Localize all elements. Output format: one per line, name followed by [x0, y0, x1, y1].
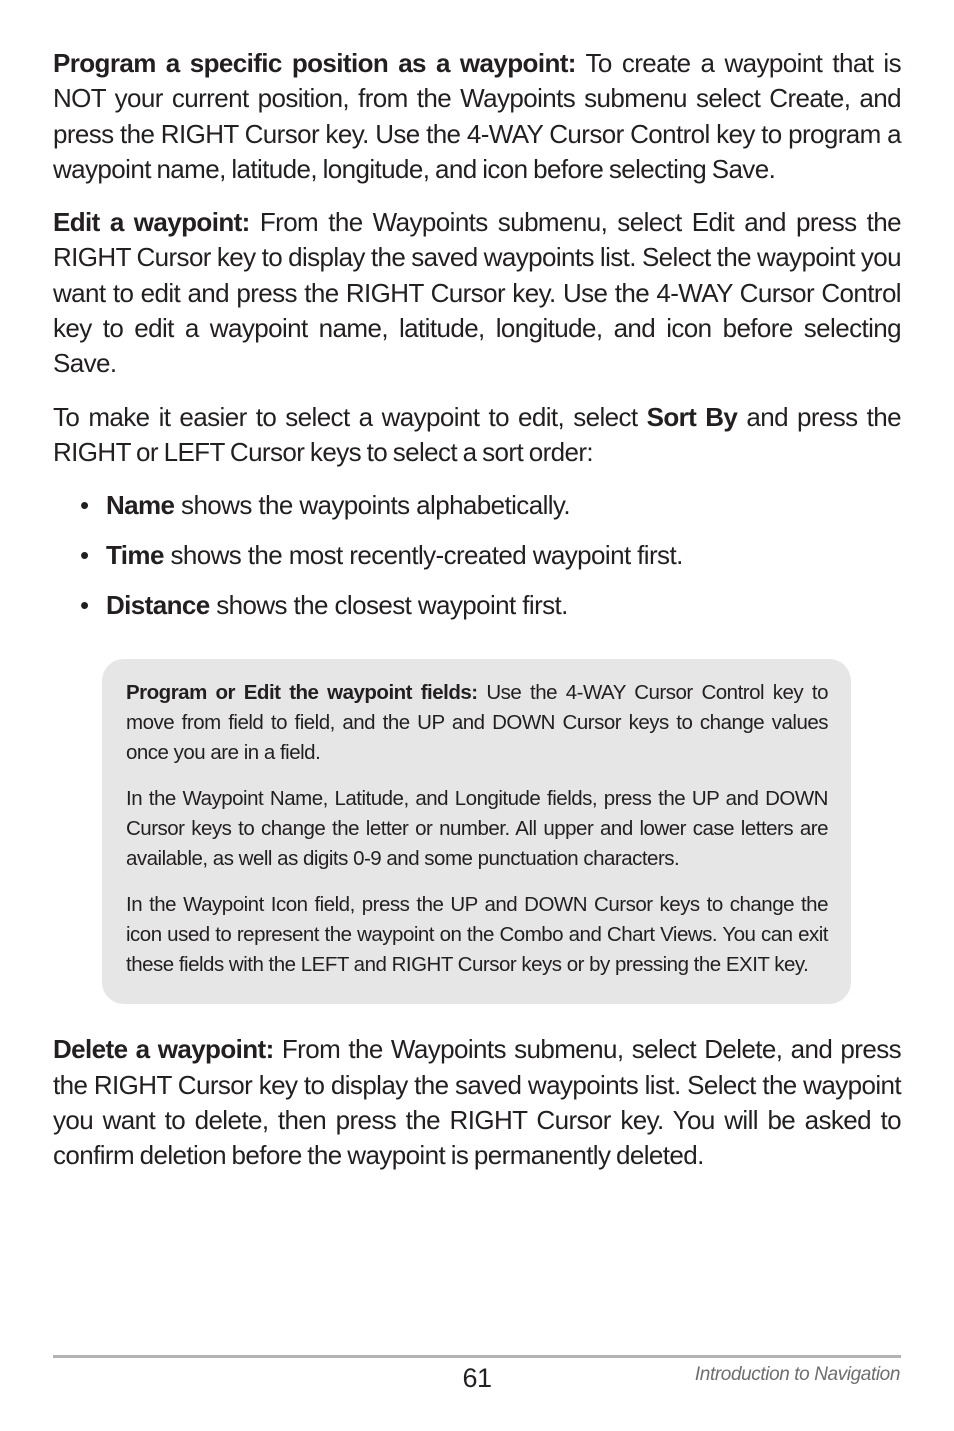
list-item: [53, 538, 901, 573]
paragraph-text: From the Waypoints submenu, select Delete, and press the RIGHT Cursor key to display the saved waypoints list. Select the waypoint you want to delete, then press the RIGHT Cursor key. You will be asked to confirm deletion before the waypoint is permanently deleted.: [53, 1034, 901, 1171]
footer-section-title: Introduction to Navigation: [694, 1364, 900, 1385]
bullet-icon: •: [80, 540, 89, 571]
sort-option-name: Distance: [106, 590, 210, 621]
list-item: [53, 488, 901, 523]
sort-option-name: Name: [106, 490, 175, 521]
paragraph-heading: Edit a waypoint:: [53, 207, 250, 238]
bullet-icon: •: [80, 590, 89, 621]
bullet-icon: •: [80, 490, 89, 521]
paragraph-heading: Program a specific position as a waypoint:: [53, 48, 576, 78]
paragraph-heading: Delete a waypoint:: [53, 1034, 274, 1065]
note-heading: Program or Edit the waypoint fields:: [126, 681, 478, 705]
note-text: Use the 4-WAY Cursor Control key to move from field to field, and the UP and DOWN Cursor keys to change values once you are in a field.: [126, 681, 828, 765]
sort-option-desc: shows the closest waypoint first.: [209, 590, 568, 621]
note-box: [102, 659, 851, 1004]
sort-option-name: Time: [106, 540, 164, 571]
sort-options-list: [53, 488, 901, 623]
list-item: [53, 588, 901, 623]
note-paragraph: [126, 678, 828, 768]
paragraph-text: From the Waypoints submenu, select Edit and press the RIGHT Cursor key to display the saved waypoints list. Select the waypoint you want to edit and press the RIGHT Cursor key. Use the 4-WAY Cursor Control key to edit a waypoint name, latitude, longitude, and icon before selecting Save.: [53, 207, 901, 379]
paragraph-text: To make it easier to select a waypoint to edit, select: [53, 401, 647, 432]
footer-rule: [53, 1355, 901, 1358]
sort-by-label: Sort By: [646, 401, 738, 432]
paragraph-program-waypoint: [53, 46, 901, 187]
paragraph-delete-waypoint: [53, 1032, 901, 1173]
note-paragraph: In the Waypoint Name, Latitude, and Longitude fields, press the UP and DOWN Cursor keys to change the letter or number. All upper and lower case letters are available, as well as digits 0-9 and some punctuation characters.: [126, 787, 828, 871]
paragraph-text: and press the RIGHT or LEFT Cursor keys to select a sort order:: [53, 401, 901, 467]
paragraph-sort-by: [53, 400, 901, 471]
paragraph-text: To create a waypoint that is NOT your current position, from the Waypoints submenu select Create, and press the RIGHT Cursor key. Use the 4-WAY Cursor Control key to program a waypoint name, latitude, longitude, and icon before selecting Save.: [53, 48, 901, 184]
page-body: [53, 46, 901, 1191]
sort-option-desc: shows the waypoints alphabetically.: [174, 490, 571, 521]
paragraph-edit-waypoint: [53, 205, 901, 381]
note-paragraph: In the Waypoint Icon field, press the UP and DOWN Cursor keys to change the icon used to represent the waypoint on the Combo and Chart Views. You can exit these fields with the LEFT and RIGHT Cursor keys or by pressing the EXIT key.: [126, 893, 828, 977]
sort-option-desc: shows the most recently-created waypoint first.: [163, 540, 683, 571]
page-number: 61: [462, 1363, 492, 1393]
